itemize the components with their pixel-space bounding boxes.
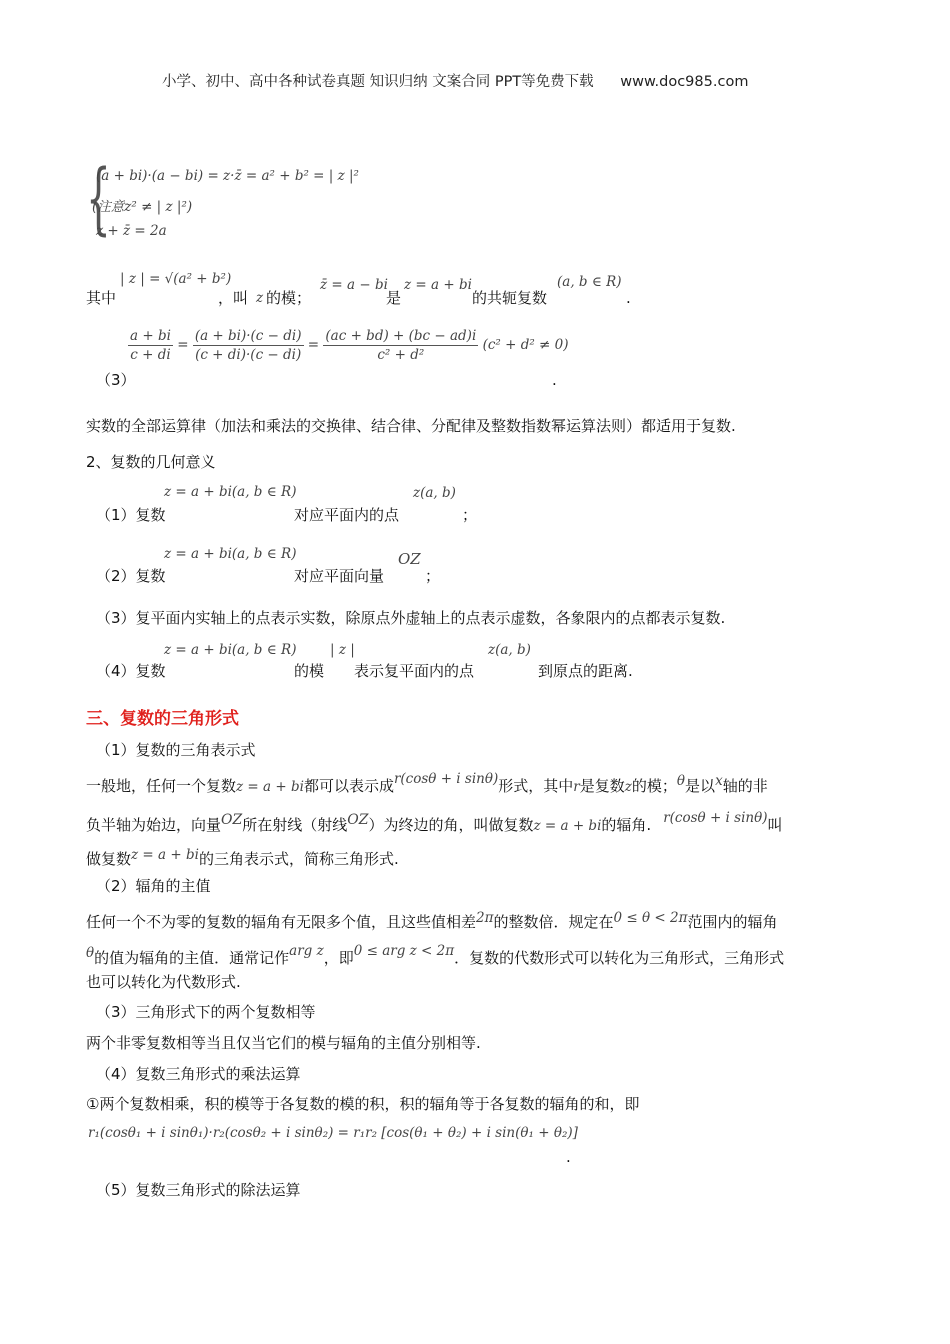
multiplication-end: . (566, 1148, 571, 1166)
modulus-end: . (626, 289, 631, 307)
modulus-prefix: 其中 (86, 289, 117, 307)
section3-para5: θ的值为辐角的主值．通常记作arg z，即0 ≤ arg z < 2π．复数的代数形式可以转化为三角形式，三角形式 (86, 943, 785, 967)
geo-item4-mid2: 表示复平面内的点 (354, 662, 475, 680)
fraction-2: $\frac{(a + bi)\cdot(c - di)}{(c + di)\cdot(c - di)}$ (194, 328, 302, 363)
geo-item2-vector: OZ (398, 550, 421, 568)
section3-title: 三、复数的三角形式 (86, 709, 239, 729)
geo-item4-mid1: 的模 (294, 662, 325, 680)
modulus-z: z (256, 290, 264, 306)
left-brace: { (86, 154, 111, 244)
geo-item4-formula: z = a + bi(a, b ∈ R) (164, 642, 297, 658)
geo-item4-label: （4）复数 (96, 662, 166, 680)
modulus-mid2: 的模； (266, 289, 312, 307)
geo-item1-formula: z = a + bi(a, b ∈ R) (164, 484, 297, 500)
section3-sub2: （2）辐角的主值 (96, 877, 211, 895)
section3-para7: 两个非零复数相等当且仅当它们的模与辐角的主值分别相等. (86, 1034, 481, 1052)
laws-paragraph: 实数的全部运算律（加法和乘法的交换律、结合律、分配律及整数指数幂运算法则）都适用于复数. (86, 417, 736, 435)
section3-para8: ①两个复数相乘，积的模等于各复数的模的积，积的辐角等于各复数的辐角的和，即 (86, 1095, 640, 1113)
multiplication-formula: r₁(cosθ₁ + i sinθ₁)·r₂(cosθ₂ + i sinθ₂) = r₁r₂ [cos(θ₁ + θ₂) + i sin(θ₁ + θ₂)] (88, 1125, 578, 1141)
geo-item1-point: z(a, b) (413, 485, 456, 501)
page-header (162, 70, 748, 91)
section3-sub4: （4）复数三角形式的乘法运算 (96, 1065, 301, 1083)
conjugate-formula: z̄ = a − bi (320, 277, 388, 293)
geo-item4-modulus: | z | (330, 642, 355, 658)
division-formula: $\frac{a + bi}{c + di}$ = $\frac{(a + bi)\cdot(c - di)}{(c + di)\cdot(c - di)}$ = $\frac{(ac + bd) + (bc - ad)i}{\text{c² + d²}}$ (c² + d² ≠ 0) (130, 328, 569, 363)
section3-sub5: （5）复数三角形式的除法运算 (96, 1181, 301, 1199)
geo-title: 2、复数的几何意义 (86, 453, 216, 471)
geo-item1-label: （1）复数 (96, 506, 166, 524)
geo-item2-end: ； (425, 567, 441, 585)
modulus-formula: | z | = √(a² + b²) (120, 271, 232, 287)
geo-item2-formula: z = a + bi(a, b ∈ R) (164, 546, 297, 562)
section3-para1: 一般地，任何一个复数z = a + bi都可以表示成r(cosθ + i sinθ)形式，其中r是复数z的模；θ是以x轴的非 (86, 771, 768, 795)
modulus-mid1: ，叫 (218, 289, 249, 307)
geo-item2-label: （2）复数 (96, 567, 166, 585)
geo-item4-end: 到原点的距离. (538, 662, 633, 680)
division-condition: (c² + d² ≠ 0) (482, 337, 569, 353)
section3-para3: 做复数z = a + bi的三角表示式，简称三角形式. (86, 847, 399, 868)
section3-sub3: （3）三角形式下的两个复数相等 (96, 1003, 316, 1021)
section3-sub1: （1）复数的三角表示式 (96, 741, 256, 759)
fraction-3: $\frac{(ac + bd) + (bc - ad)i}{\text{c² + d²}}$ (325, 328, 477, 363)
section3-para4: 任何一个不为零的复数的辐角有无限多个值，且这些值相差2π的整数倍．规定在0 ≤ θ < 2π范围内的辐角 (86, 910, 778, 931)
geo-item3: （3）复平面内实轴上的点表示实数，除原点外虚轴上的点表示虚数，各象限内的点都表示复数. (96, 609, 726, 627)
system-line-3: z + z̄ = 2a (96, 223, 167, 239)
modulus-suffix: 的共轭复数 (472, 289, 548, 307)
complex-z-formula: z = a + bi (404, 277, 472, 293)
division-label: （3） (96, 371, 136, 389)
modulus-shi: 是 (386, 289, 402, 307)
geo-item2-mid: 对应平面向量 (294, 567, 385, 585)
geo-item4-point: z(a, b) (488, 642, 531, 658)
header-site: www.doc985.com (620, 74, 749, 90)
system-line-1: (a + bi)·(a − bi) = z·z̄ = a² + b² = | z |² (96, 168, 359, 184)
geo-item1-mid: 对应平面内的点 (294, 506, 400, 524)
modulus-condition: (a, b ∈ R) (557, 274, 622, 290)
system-line-2: (注意z² ≠ | z |²) (92, 199, 193, 215)
section3-para2: 负半轴为始边，向量OZ所在射线（射线OZ）为终边的角，叫做复数z = a + bi的辐角. r(cosθ + i sinθ)叫 (86, 810, 783, 834)
fraction-1: $\frac{a + bi}{c + di}$ (130, 328, 171, 363)
geo-item1-end: ； (462, 506, 478, 524)
division-end: . (552, 371, 557, 389)
header-text: 小学、初中、高中各种试卷真题 知识归纳 文案合同 PPT等免费下载 (162, 74, 594, 90)
section3-para6: 也可以转化为代数形式. (86, 973, 241, 991)
